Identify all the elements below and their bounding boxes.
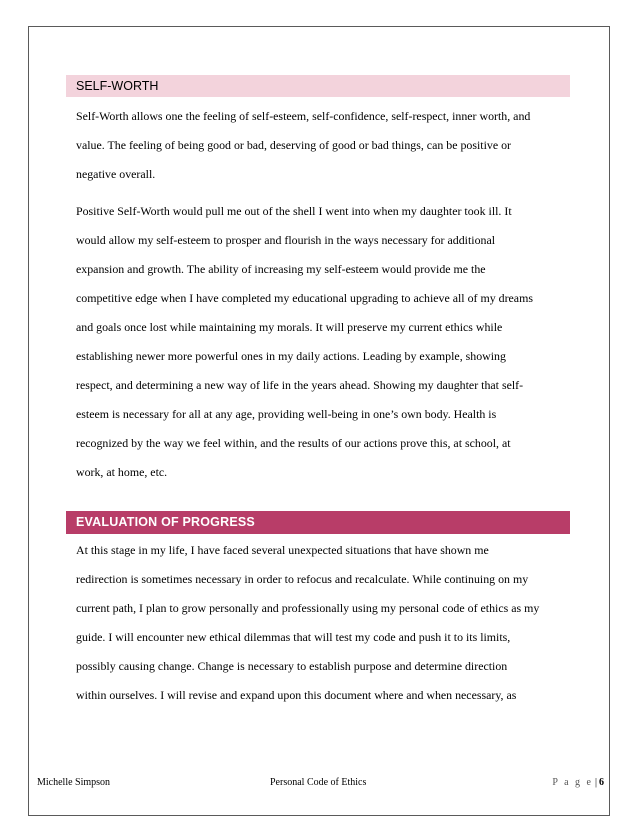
- text-line: within ourselves. I will revise and expand upon this document where and when necessary, as: [76, 688, 517, 702]
- page-label: P a g e: [552, 777, 593, 788]
- text-line: would allow my self-esteem to prosper and flourish in the ways necessary for additional: [76, 233, 496, 247]
- text-line: respect, and determining a new way of life in the years ahead. Showing my daughter that self-: [76, 378, 524, 392]
- text-line: value. The feeling of being good or bad, deserving of good or bad things, can be positive or: [76, 138, 512, 152]
- text-line: recognized by the way we feel within, and the results of our actions prove this, at school, at: [76, 436, 511, 450]
- footer-author: Michelle Simpson: [37, 777, 111, 788]
- footer-document-title: Personal Code of Ethics: [270, 777, 367, 788]
- text-line: expansion and growth. The ability of increasing my self-esteem would provide me the: [76, 262, 486, 276]
- text-line: Positive Self-Worth would pull me out of the shell I went into when my daughter took ill. It: [76, 204, 512, 218]
- text-line: esteem is necessary for all at any age, providing well-being in one’s own body. Health is: [76, 407, 497, 421]
- text-line: guide. I will encounter new ethical dilemmas that will test my code and push it to its limits,: [76, 630, 511, 644]
- footer-page-indicator: [552, 777, 604, 789]
- text-line: Self-Worth allows one the feeling of self-esteem, self-confidence, self-respect, inner worth, and: [76, 109, 531, 123]
- paragraph-positive-self-worth: [76, 197, 570, 487]
- page-separator: |: [594, 777, 597, 788]
- text-line: redirection is sometimes necessary in order to refocus and recalculate. While continuing on my: [76, 572, 529, 586]
- paragraph-self-worth-definition: [76, 102, 570, 189]
- page-number: 6: [599, 777, 604, 788]
- section-heading-evaluation-of-progress: EVALUATION OF PROGRESS: [66, 511, 570, 534]
- paragraph-evaluation: [76, 536, 570, 710]
- text-line: competitive edge when I have completed my educational upgrading to achieve all of my dreams: [76, 291, 533, 305]
- section-heading-self-worth: SELF-WORTH: [66, 75, 570, 97]
- text-line: current path, I plan to grow personally and professionally using my personal code of ethics as my: [76, 601, 540, 615]
- text-line: At this stage in my life, I have faced several unexpected situations that have shown me: [76, 543, 489, 557]
- text-line: work, at home, etc.: [76, 465, 168, 479]
- text-line: negative overall.: [76, 167, 156, 181]
- text-line: possibly causing change. Change is necessary to establish purpose and determine direction: [76, 659, 508, 673]
- text-line: establishing newer more powerful ones in my daily actions. Leading by example, showing: [76, 349, 506, 363]
- text-line: and goals once lost while maintaining my morals. It will preserve my current ethics while: [76, 320, 503, 334]
